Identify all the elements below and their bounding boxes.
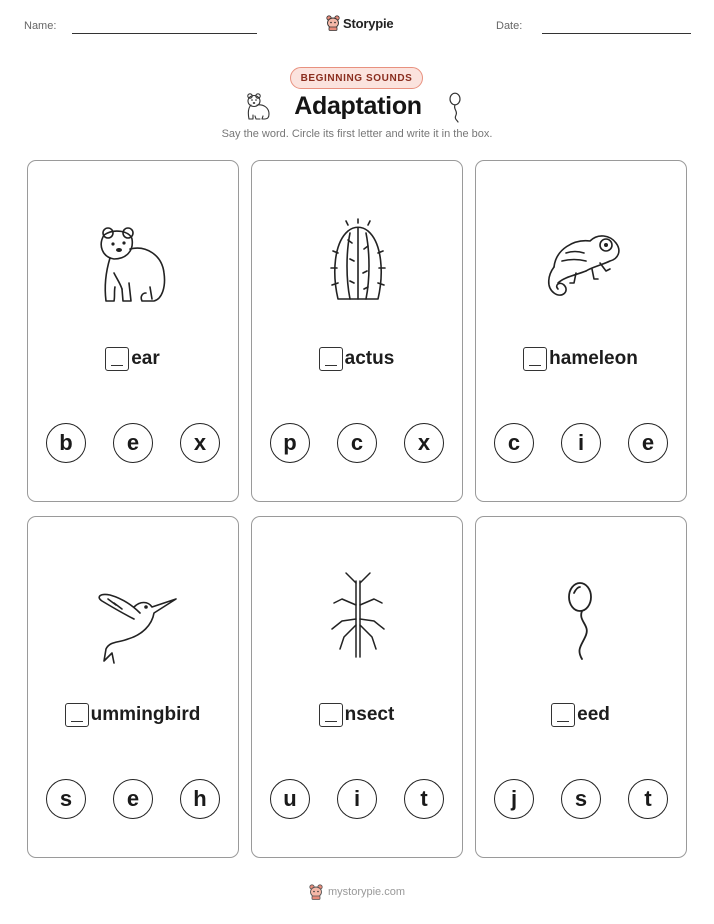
word-card-hummingbird [27,516,239,858]
worksheet-header [0,0,714,50]
brand-logo [326,14,393,32]
letter-choice[interactable]: e [113,779,153,819]
letter-choice[interactable]: s [46,779,86,819]
chameleon-icon [532,213,632,313]
letter-choice[interactable]: c [494,423,534,463]
letter-choice[interactable]: e [628,423,668,463]
word-prompt [252,703,461,727]
letter-choices [494,423,668,463]
page-footer [0,884,714,900]
polar-bear-icon [243,90,273,122]
word-card-bear [27,160,239,502]
word-ending: ear [131,348,160,369]
letter-choice[interactable]: i [337,779,377,819]
worksheet-title: Adaptation [294,92,422,120]
footer-site-link[interactable]: mystorypie.com [327,886,406,898]
storypie-mascot-icon [309,884,323,900]
letter-choice[interactable]: t [628,779,668,819]
stick-insect-icon [308,569,408,669]
letter-choice[interactable]: u [270,779,310,819]
letter-choice[interactable]: x [404,423,444,463]
name-line[interactable] [72,33,257,34]
instructions: Say the word. Circle its first letter and write it in the box. [221,128,493,140]
seed-icon [532,569,632,669]
storypie-mascot-icon [326,15,340,31]
answer-box[interactable] [65,703,89,727]
letter-choice[interactable]: s [561,779,601,819]
word-ending: hameleon [549,348,638,369]
polar-bear-icon [84,213,184,313]
seed-icon [446,92,464,124]
letter-choice[interactable]: p [270,423,310,463]
letter-choice[interactable]: e [113,423,153,463]
letter-choice[interactable]: i [561,423,601,463]
word-prompt [28,703,237,727]
letter-choices [270,779,444,819]
date-label: Date: [496,20,523,32]
answer-box[interactable] [319,347,343,371]
answer-box[interactable] [319,703,343,727]
brand-name: Storypie [343,15,394,31]
word-card-cactus [251,160,463,502]
topic-badge: BEGINNING SOUNDS [290,67,423,89]
answer-box[interactable] [551,703,575,727]
name-label: Name: [24,20,57,32]
letter-choice[interactable]: c [337,423,377,463]
letter-choices [494,779,668,819]
letter-choice[interactable]: b [46,423,86,463]
hummingbird-icon [84,569,184,669]
answer-box[interactable] [105,347,129,371]
letter-choice[interactable]: h [180,779,220,819]
letter-choice[interactable]: x [180,423,220,463]
letter-choice[interactable]: t [404,779,444,819]
word-ending: nsect [344,704,395,725]
letter-choices [46,423,220,463]
letter-choice[interactable]: j [494,779,534,819]
word-ending: eed [577,704,610,725]
word-card-chameleon [475,160,687,502]
word-prompt [28,347,237,371]
word-card-insect [251,516,463,858]
word-ending: ummingbird [90,704,201,725]
word-prompt [476,347,685,371]
word-ending: actus [344,348,395,369]
word-card-seed [475,516,687,858]
letter-choices [46,779,220,819]
cactus-icon [308,213,408,313]
date-line[interactable] [542,33,691,34]
answer-box[interactable] [523,347,547,371]
letter-choices [270,423,444,463]
word-prompt [476,703,685,727]
word-prompt [252,347,461,371]
